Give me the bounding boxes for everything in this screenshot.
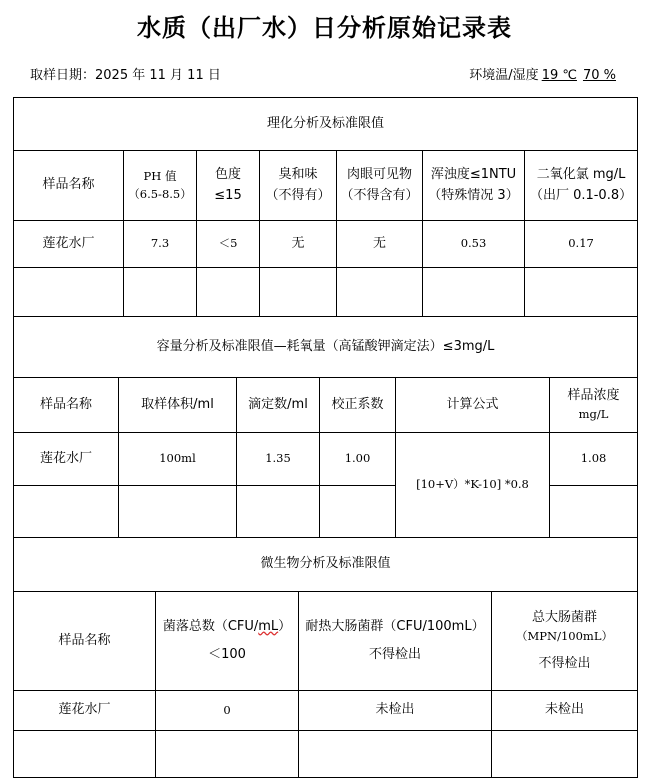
header-sample-name: 样品名称: [14, 151, 124, 221]
header-sample-name: 样品名称: [14, 378, 119, 433]
header-visible: 肉眼可见物 （不得含有）: [337, 151, 423, 221]
cell-ph: 7.3: [124, 221, 197, 268]
header-concentration: 样品浓度 mg/L: [550, 378, 638, 433]
cell-total-colonies: 0: [156, 691, 299, 731]
env-humidity: 70 %: [582, 68, 616, 83]
micro-heading: 微生物分析及标准限值: [14, 538, 638, 592]
table-row-empty: [14, 731, 638, 778]
header-formula: 计算公式: [396, 378, 550, 433]
env-label: 环境温/湿度: [469, 68, 539, 83]
table-row: [14, 433, 638, 486]
cell-correction: 1.00: [320, 433, 396, 486]
cell-titration: 1.35: [237, 433, 320, 486]
header-total-colonies: 菌落总数（CFU/mL） ＜100: [156, 592, 299, 691]
header-chlorine-dioxide: 二氧化氯 mg/L （出厂 0.1-0.8）: [525, 151, 638, 221]
cell-visible: 无: [337, 221, 423, 268]
cell-formula: [10+V）*K-10] *0.8: [396, 433, 550, 538]
sampling-date: [30, 64, 221, 83]
volumetric-heading: 容量分析及标准限值—耗氧量（高锰酸钾滴定法）≤3mg/L: [14, 317, 638, 378]
physchem-heading: 理化分析及标准限值: [14, 98, 638, 151]
header-sample-name: 样品名称: [14, 592, 156, 691]
header-correction: 校正系数: [320, 378, 396, 433]
header-thermotolerant-coliform: 耐热大肠菌群（CFU/100mL） 不得检出: [299, 592, 492, 691]
header-color: 色度 ≤15: [197, 151, 260, 221]
sampling-date-label: 取样日期：: [30, 68, 96, 83]
header-odor: 臭和味 （不得有）: [260, 151, 337, 221]
cell-volume: 100ml: [119, 433, 237, 486]
volumetric-header-row: [14, 378, 638, 433]
cell-sample: 莲花水厂: [14, 221, 124, 268]
cell-total-coliform: 未检出: [492, 691, 638, 731]
cell-thermotolerant-coliform: 未检出: [299, 691, 492, 731]
cell-sample: 莲花水厂: [14, 691, 156, 731]
env-temp: 19 ℃: [541, 68, 577, 83]
micro-header-row: [14, 592, 638, 691]
table-row: [14, 691, 638, 731]
cell-chlorine-dioxide: 0.17: [525, 221, 638, 268]
micro-table: [13, 537, 638, 778]
header-titration: 滴定数/ml: [237, 378, 320, 433]
cell-color: ＜5: [197, 221, 260, 268]
sampling-date-value: 2025 年 11 月 11 日: [95, 68, 221, 83]
physchem-header-row: [14, 151, 638, 221]
header-turbidity: 浑浊度≤1NTU （特殊情况 3）: [423, 151, 525, 221]
page-title: 水质（出厂水）日分析原始记录表: [137, 14, 512, 42]
physchem-table: [13, 97, 638, 317]
cell-turbidity: 0.53: [423, 221, 525, 268]
cell-odor: 无: [260, 221, 337, 268]
header-volume: 取样体积/ml: [119, 378, 237, 433]
table-row: [14, 221, 638, 268]
table-row-empty: [14, 268, 638, 317]
environment: [469, 64, 619, 83]
cell-sample: 莲花水厂: [14, 433, 119, 486]
volumetric-table: [13, 316, 638, 538]
header-ph: PH 值 （6.5-8.5）: [124, 151, 197, 221]
cell-concentration: 1.08: [550, 433, 638, 486]
header-total-coliform: 总大肠菌群 （MPN/100mL） 不得检出: [492, 592, 638, 691]
